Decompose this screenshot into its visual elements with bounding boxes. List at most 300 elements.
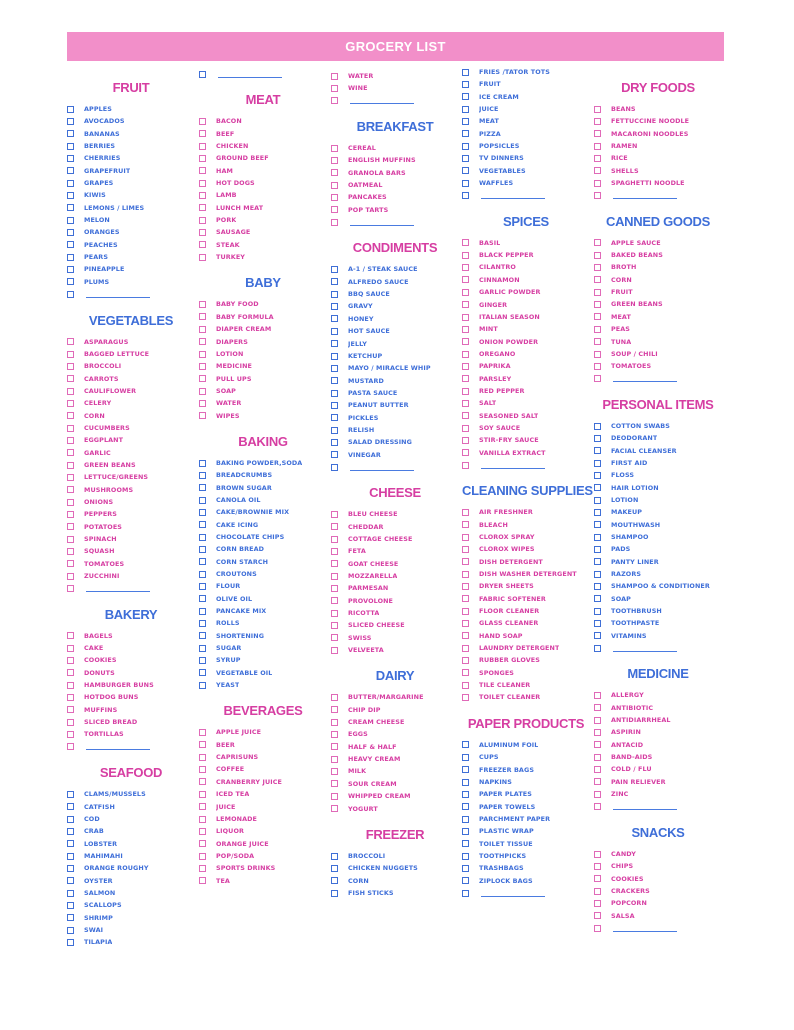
- checkbox[interactable]: [594, 620, 601, 627]
- checkbox[interactable]: [462, 865, 469, 872]
- checkbox[interactable]: [462, 338, 469, 345]
- checkbox[interactable]: [67, 338, 74, 345]
- checkbox[interactable]: [594, 192, 601, 199]
- checkbox[interactable]: [199, 816, 206, 823]
- write-in-line[interactable]: [481, 896, 545, 897]
- write-in-line[interactable]: [613, 931, 677, 932]
- checkbox[interactable]: [462, 645, 469, 652]
- checkbox[interactable]: [67, 118, 74, 125]
- checkbox[interactable]: [67, 388, 74, 395]
- checkbox[interactable]: [594, 875, 601, 882]
- checkbox[interactable]: [462, 595, 469, 602]
- checkbox[interactable]: [594, 645, 601, 652]
- checkbox[interactable]: [594, 338, 601, 345]
- checkbox[interactable]: [67, 914, 74, 921]
- write-in-line[interactable]: [481, 468, 545, 469]
- checkbox[interactable]: [331, 278, 338, 285]
- checkbox[interactable]: [67, 706, 74, 713]
- checkbox[interactable]: [594, 264, 601, 271]
- checkbox[interactable]: [462, 546, 469, 553]
- write-in-line[interactable]: [350, 225, 414, 226]
- checkbox[interactable]: [67, 143, 74, 150]
- checkbox[interactable]: [462, 276, 469, 283]
- checkbox[interactable]: [67, 241, 74, 248]
- checkbox[interactable]: [199, 229, 206, 236]
- checkbox[interactable]: [199, 497, 206, 504]
- checkbox[interactable]: [594, 741, 601, 748]
- checkbox[interactable]: [594, 155, 601, 162]
- checkbox[interactable]: [199, 571, 206, 578]
- checkbox[interactable]: [331, 548, 338, 555]
- checkbox[interactable]: [67, 585, 74, 592]
- checkbox[interactable]: [67, 694, 74, 701]
- checkbox[interactable]: [462, 437, 469, 444]
- checkbox[interactable]: [594, 632, 601, 639]
- checkbox[interactable]: [462, 571, 469, 578]
- checkbox[interactable]: [462, 375, 469, 382]
- checkbox[interactable]: [199, 388, 206, 395]
- checkbox[interactable]: [67, 560, 74, 567]
- checkbox[interactable]: [462, 252, 469, 259]
- checkbox[interactable]: [462, 803, 469, 810]
- checkbox[interactable]: [594, 803, 601, 810]
- checkbox[interactable]: [67, 816, 74, 823]
- checkbox[interactable]: [331, 402, 338, 409]
- checkbox[interactable]: [594, 363, 601, 370]
- checkbox[interactable]: [462, 890, 469, 897]
- checkbox[interactable]: [331, 206, 338, 213]
- checkbox[interactable]: [331, 427, 338, 434]
- checkbox[interactable]: [331, 169, 338, 176]
- checkbox[interactable]: [462, 509, 469, 516]
- checkbox[interactable]: [594, 351, 601, 358]
- checkbox[interactable]: [331, 597, 338, 604]
- write-in-line[interactable]: [613, 651, 677, 652]
- checkbox[interactable]: [199, 460, 206, 467]
- checkbox[interactable]: [331, 573, 338, 580]
- checkbox[interactable]: [594, 435, 601, 442]
- checkbox[interactable]: [67, 523, 74, 530]
- checkbox[interactable]: [331, 97, 338, 104]
- checkbox[interactable]: [462, 657, 469, 664]
- checkbox[interactable]: [199, 558, 206, 565]
- checkbox[interactable]: [462, 351, 469, 358]
- checkbox[interactable]: [462, 143, 469, 150]
- checkbox[interactable]: [331, 647, 338, 654]
- checkbox[interactable]: [331, 414, 338, 421]
- checkbox[interactable]: [462, 632, 469, 639]
- checkbox[interactable]: [331, 805, 338, 812]
- checkbox[interactable]: [331, 365, 338, 372]
- checkbox[interactable]: [331, 560, 338, 567]
- checkbox[interactable]: [594, 276, 601, 283]
- checkbox[interactable]: [199, 645, 206, 652]
- checkbox[interactable]: [331, 157, 338, 164]
- checkbox[interactable]: [462, 192, 469, 199]
- checkbox[interactable]: [462, 69, 469, 76]
- write-in-line[interactable]: [613, 809, 677, 810]
- checkbox[interactable]: [199, 583, 206, 590]
- checkbox[interactable]: [594, 900, 601, 907]
- checkbox[interactable]: [594, 130, 601, 137]
- checkbox[interactable]: [199, 828, 206, 835]
- item-label: TOILET TISSUE: [479, 839, 533, 848]
- checkbox[interactable]: [331, 719, 338, 726]
- checkbox[interactable]: [199, 534, 206, 541]
- checkbox[interactable]: [67, 548, 74, 555]
- checkbox[interactable]: [67, 351, 74, 358]
- checkbox[interactable]: [331, 194, 338, 201]
- checkbox[interactable]: [199, 484, 206, 491]
- checkbox[interactable]: [331, 377, 338, 384]
- checkbox[interactable]: [199, 472, 206, 479]
- checkbox[interactable]: [199, 595, 206, 602]
- write-in-line[interactable]: [86, 297, 150, 298]
- checkbox[interactable]: [331, 390, 338, 397]
- checkbox[interactable]: [331, 731, 338, 738]
- checkbox[interactable]: [462, 289, 469, 296]
- checkbox[interactable]: [199, 620, 206, 627]
- checkbox[interactable]: [67, 927, 74, 934]
- checkbox[interactable]: [331, 73, 338, 80]
- checkbox[interactable]: [462, 400, 469, 407]
- checkbox[interactable]: [199, 241, 206, 248]
- checkbox[interactable]: [199, 217, 206, 224]
- checkbox[interactable]: [594, 521, 601, 528]
- checkbox[interactable]: [67, 106, 74, 113]
- checkbox[interactable]: [67, 254, 74, 261]
- checkbox[interactable]: [67, 155, 74, 162]
- checkbox[interactable]: [199, 766, 206, 773]
- checkbox[interactable]: [67, 266, 74, 273]
- checkbox[interactable]: [462, 412, 469, 419]
- checkbox[interactable]: [462, 534, 469, 541]
- checkbox[interactable]: [67, 130, 74, 137]
- checkbox[interactable]: [199, 118, 206, 125]
- checkbox[interactable]: [462, 741, 469, 748]
- checkbox[interactable]: [331, 694, 338, 701]
- checkbox[interactable]: [67, 204, 74, 211]
- checkbox[interactable]: [594, 791, 601, 798]
- write-in-line[interactable]: [350, 103, 414, 104]
- checkbox[interactable]: [67, 803, 74, 810]
- checkbox[interactable]: [67, 217, 74, 224]
- checkbox[interactable]: [594, 729, 601, 736]
- checkbox[interactable]: [67, 865, 74, 872]
- checkbox[interactable]: [67, 229, 74, 236]
- checkbox[interactable]: [462, 363, 469, 370]
- checkbox[interactable]: [331, 315, 338, 322]
- checkbox[interactable]: [462, 620, 469, 627]
- checkbox[interactable]: [594, 118, 601, 125]
- checkbox[interactable]: [594, 754, 601, 761]
- checkbox[interactable]: [331, 756, 338, 763]
- checkbox[interactable]: [462, 754, 469, 761]
- write-in-line[interactable]: [218, 77, 282, 78]
- checkbox[interactable]: [199, 754, 206, 761]
- checkbox[interactable]: [199, 682, 206, 689]
- checkbox[interactable]: [199, 521, 206, 528]
- checkbox[interactable]: [594, 423, 601, 430]
- checkbox[interactable]: [331, 536, 338, 543]
- checkbox[interactable]: [199, 155, 206, 162]
- checkbox[interactable]: [331, 511, 338, 518]
- checkbox[interactable]: [67, 474, 74, 481]
- checkbox[interactable]: [462, 388, 469, 395]
- checkbox[interactable]: [462, 521, 469, 528]
- checkbox[interactable]: [67, 375, 74, 382]
- checkbox[interactable]: [199, 729, 206, 736]
- checkbox[interactable]: [199, 657, 206, 664]
- checkbox[interactable]: [67, 499, 74, 506]
- checkbox[interactable]: [199, 400, 206, 407]
- checkbox[interactable]: [67, 645, 74, 652]
- checkbox[interactable]: [67, 400, 74, 407]
- checkbox[interactable]: [594, 239, 601, 246]
- checkbox[interactable]: [67, 791, 74, 798]
- checkbox[interactable]: [594, 301, 601, 308]
- checkbox[interactable]: [462, 425, 469, 432]
- checkbox[interactable]: [199, 326, 206, 333]
- checkbox[interactable]: [199, 840, 206, 847]
- checkbox[interactable]: [331, 439, 338, 446]
- write-in-line[interactable]: [613, 381, 677, 382]
- checkbox[interactable]: [67, 840, 74, 847]
- checkbox[interactable]: [331, 743, 338, 750]
- checkbox[interactable]: [331, 793, 338, 800]
- checkbox[interactable]: [594, 472, 601, 479]
- checkbox[interactable]: [199, 130, 206, 137]
- checkbox[interactable]: [67, 939, 74, 946]
- checkbox[interactable]: [67, 437, 74, 444]
- checkbox[interactable]: [199, 632, 206, 639]
- checkbox[interactable]: [331, 768, 338, 775]
- checkbox[interactable]: [199, 865, 206, 872]
- checkbox[interactable]: [594, 180, 601, 187]
- checkbox[interactable]: [462, 180, 469, 187]
- checkbox[interactable]: [594, 571, 601, 578]
- checkbox[interactable]: [199, 803, 206, 810]
- checkbox[interactable]: [594, 484, 601, 491]
- checkbox[interactable]: [462, 239, 469, 246]
- checkbox[interactable]: [67, 462, 74, 469]
- checkbox[interactable]: [331, 634, 338, 641]
- checkbox[interactable]: [462, 155, 469, 162]
- checkbox[interactable]: [331, 865, 338, 872]
- checkbox[interactable]: [67, 731, 74, 738]
- checkbox[interactable]: [199, 71, 206, 78]
- checkbox[interactable]: [199, 778, 206, 785]
- checkbox[interactable]: [67, 682, 74, 689]
- checkbox[interactable]: [331, 451, 338, 458]
- checkbox[interactable]: [199, 143, 206, 150]
- checkbox[interactable]: [67, 669, 74, 676]
- checkbox[interactable]: [462, 167, 469, 174]
- checkbox[interactable]: [67, 743, 74, 750]
- checkbox[interactable]: [199, 301, 206, 308]
- checkbox[interactable]: [594, 546, 601, 553]
- checkbox[interactable]: [331, 303, 338, 310]
- checkbox[interactable]: [67, 192, 74, 199]
- write-in-line[interactable]: [481, 198, 545, 199]
- checkbox[interactable]: [67, 877, 74, 884]
- checkbox[interactable]: [462, 558, 469, 565]
- checkbox[interactable]: [67, 291, 74, 298]
- checkbox[interactable]: [67, 573, 74, 580]
- checkbox[interactable]: [594, 717, 601, 724]
- checkbox[interactable]: [199, 853, 206, 860]
- checkbox[interactable]: [462, 106, 469, 113]
- checkbox[interactable]: [594, 608, 601, 615]
- checkbox[interactable]: [462, 816, 469, 823]
- checkbox[interactable]: [462, 314, 469, 321]
- checkbox[interactable]: [199, 180, 206, 187]
- checkbox[interactable]: [67, 632, 74, 639]
- checkbox[interactable]: [462, 93, 469, 100]
- checkbox[interactable]: [594, 912, 601, 919]
- checkbox[interactable]: [199, 741, 206, 748]
- checkbox[interactable]: [462, 840, 469, 847]
- checkbox[interactable]: [199, 608, 206, 615]
- checkbox[interactable]: [462, 449, 469, 456]
- checkbox[interactable]: [199, 375, 206, 382]
- checkbox[interactable]: [594, 252, 601, 259]
- checkbox[interactable]: [594, 143, 601, 150]
- checkbox[interactable]: [67, 511, 74, 518]
- checkbox[interactable]: [331, 182, 338, 189]
- checkbox[interactable]: [594, 167, 601, 174]
- checkbox[interactable]: [67, 363, 74, 370]
- checkbox[interactable]: [462, 583, 469, 590]
- checkbox[interactable]: [462, 462, 469, 469]
- checkbox[interactable]: [331, 622, 338, 629]
- checkbox[interactable]: [331, 340, 338, 347]
- checkbox[interactable]: [199, 509, 206, 516]
- checkbox[interactable]: [331, 266, 338, 273]
- checkbox[interactable]: [594, 558, 601, 565]
- checkbox[interactable]: [67, 425, 74, 432]
- checkbox[interactable]: [462, 301, 469, 308]
- checkbox[interactable]: [594, 778, 601, 785]
- checkbox[interactable]: [331, 328, 338, 335]
- checkbox[interactable]: [199, 791, 206, 798]
- checkbox[interactable]: [331, 291, 338, 298]
- checkbox[interactable]: [331, 464, 338, 471]
- checkbox[interactable]: [67, 719, 74, 726]
- checkbox[interactable]: [594, 509, 601, 516]
- checkbox[interactable]: [462, 81, 469, 88]
- checkbox[interactable]: [67, 828, 74, 835]
- checkbox[interactable]: [331, 219, 338, 226]
- checkbox[interactable]: [594, 925, 601, 932]
- checkbox[interactable]: [462, 791, 469, 798]
- checkbox[interactable]: [199, 254, 206, 261]
- checkbox[interactable]: [67, 278, 74, 285]
- checkbox[interactable]: [331, 85, 338, 92]
- checkbox[interactable]: [67, 902, 74, 909]
- checkbox[interactable]: [199, 546, 206, 553]
- checkbox[interactable]: [594, 289, 601, 296]
- checkbox[interactable]: [462, 682, 469, 689]
- checkbox[interactable]: [462, 130, 469, 137]
- checkbox[interactable]: [67, 657, 74, 664]
- checkbox[interactable]: [199, 338, 206, 345]
- checkbox[interactable]: [199, 877, 206, 884]
- checkbox[interactable]: [199, 412, 206, 419]
- checkbox[interactable]: [199, 204, 206, 211]
- write-in-line[interactable]: [613, 198, 677, 199]
- checkbox[interactable]: [331, 706, 338, 713]
- list-item: [594, 115, 722, 127]
- checkbox[interactable]: [594, 863, 601, 870]
- checkbox[interactable]: [199, 167, 206, 174]
- write-in-line[interactable]: [86, 749, 150, 750]
- checkbox[interactable]: [462, 853, 469, 860]
- checkbox[interactable]: [331, 890, 338, 897]
- checkbox[interactable]: [462, 669, 469, 676]
- checkbox[interactable]: [67, 853, 74, 860]
- checkbox[interactable]: [199, 351, 206, 358]
- checkbox[interactable]: [594, 851, 601, 858]
- checkbox[interactable]: [331, 353, 338, 360]
- checkbox[interactable]: [199, 313, 206, 320]
- checkbox[interactable]: [594, 375, 601, 382]
- checkbox[interactable]: [331, 780, 338, 787]
- checkbox[interactable]: [199, 669, 206, 676]
- write-in-line[interactable]: [350, 470, 414, 471]
- checkbox[interactable]: [67, 449, 74, 456]
- checkbox[interactable]: [594, 595, 601, 602]
- checkbox[interactable]: [462, 779, 469, 786]
- checkbox[interactable]: [462, 326, 469, 333]
- checkbox[interactable]: [462, 828, 469, 835]
- checkbox[interactable]: [594, 326, 601, 333]
- checkbox[interactable]: [67, 167, 74, 174]
- checkbox[interactable]: [594, 692, 601, 699]
- checkbox[interactable]: [331, 523, 338, 530]
- write-in-line[interactable]: [86, 591, 150, 592]
- checkbox[interactable]: [199, 192, 206, 199]
- checkbox[interactable]: [462, 264, 469, 271]
- checkbox[interactable]: [462, 118, 469, 125]
- checkbox[interactable]: [331, 610, 338, 617]
- checkbox[interactable]: [331, 585, 338, 592]
- checkbox[interactable]: [462, 766, 469, 773]
- checkbox[interactable]: [331, 877, 338, 884]
- checkbox[interactable]: [594, 766, 601, 773]
- checkbox[interactable]: [67, 536, 74, 543]
- checkbox[interactable]: [67, 486, 74, 493]
- checkbox[interactable]: [594, 460, 601, 467]
- checkbox[interactable]: [594, 704, 601, 711]
- checkbox[interactable]: [462, 608, 469, 615]
- checkbox[interactable]: [594, 106, 601, 113]
- checkbox[interactable]: [199, 363, 206, 370]
- checkbox[interactable]: [67, 890, 74, 897]
- checkbox[interactable]: [67, 412, 74, 419]
- checkbox[interactable]: [462, 694, 469, 701]
- checkbox[interactable]: [331, 145, 338, 152]
- checkbox[interactable]: [594, 497, 601, 504]
- checkbox[interactable]: [331, 853, 338, 860]
- checkbox[interactable]: [594, 888, 601, 895]
- checkbox[interactable]: [594, 313, 601, 320]
- checkbox[interactable]: [67, 180, 74, 187]
- checkbox[interactable]: [594, 447, 601, 454]
- checkbox[interactable]: [594, 583, 601, 590]
- checkbox[interactable]: [462, 877, 469, 884]
- checkbox[interactable]: [594, 534, 601, 541]
